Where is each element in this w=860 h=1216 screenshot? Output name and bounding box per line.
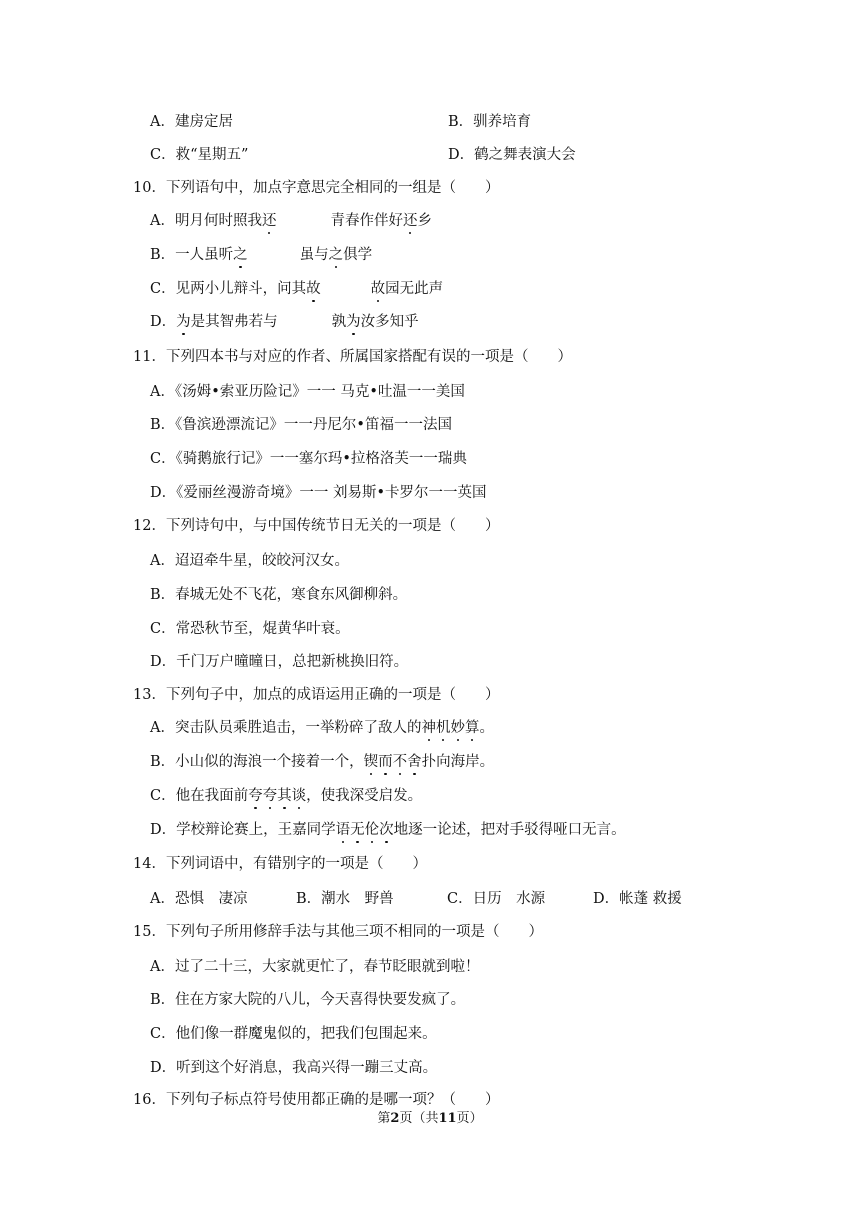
q13-option-b: B．小山似的海浪一个接着一个，锲而不舍扑向海岸。 <box>150 754 495 770</box>
q15-option-b: B．住在方家大院的八儿，今天喜得快要发疯了。 <box>150 992 466 1008</box>
page-number: 2 <box>390 1111 400 1126</box>
page-total: 11 <box>438 1111 457 1126</box>
dotted-char: 故 <box>306 281 321 297</box>
dotted-char: 谈 <box>291 788 307 804</box>
dotted-char: 无 <box>350 822 365 838</box>
q12-option-a: A．迢迢牵牛星，皎皎河汉女。 <box>150 553 349 569</box>
dotted-char: 为 <box>176 314 191 330</box>
dotted-char: 夸 <box>248 788 263 804</box>
dotted-char: 算 <box>464 720 480 736</box>
dotted-char: 伦 <box>364 822 380 838</box>
dotted-char: 故 <box>370 281 386 297</box>
q14-stem: 14．下列词语中，有错别字的一项是（ ） <box>133 856 427 872</box>
q12-option-b: B．春城无处不飞花，寒食东风御柳斜。 <box>150 587 408 603</box>
q9-option-a: A．建房定居 <box>150 114 233 130</box>
dotted-char: 还 <box>261 213 277 229</box>
dotted-char: 其 <box>277 788 292 804</box>
q11-option-a: A．《汤姆•索亚历险记》一一 马克•吐温一一美国 <box>150 384 465 400</box>
q10-option-a: A．明月何时照我还 青春作伴好还乡 <box>150 213 432 229</box>
q12-stem: 12．下列诗句中，与中国传统节日无关的一项是（ ） <box>133 518 500 534</box>
q13-stem: 13．下列句子中，加点的成语运用正确的一项是（ ） <box>133 687 500 703</box>
q10-option-d: D．为是其智弗若与 孰为汝多知乎 <box>150 314 419 330</box>
dotted-char: 夸 <box>262 788 278 804</box>
q15-option-a: A．过了二十三，大家就更忙了，春节眨眼就到啦！ <box>150 959 480 975</box>
dotted-char: 而 <box>378 754 393 770</box>
dotted-char: 语 <box>335 822 351 838</box>
q10-stem: 10．下列语句中，加点字意思完全相同的一组是（ ） <box>133 180 500 196</box>
q10-option-c: C．见两小儿辩斗，问其故 故园无此声 <box>150 281 444 297</box>
q11-option-d: D．《爱丽丝漫游奇境》一一 刘易斯•卡罗尔一一英国 <box>150 485 487 501</box>
q10-option-b: B．一人虽听之 虽与之俱学 <box>150 247 373 263</box>
dotted-char: 机 <box>435 720 451 736</box>
q9-option-d: D．鹤之舞表演大会 <box>448 147 576 163</box>
q11-option-c: C．《骑鹅旅行记》一一塞尔玛•拉格洛芙一一瑞典 <box>150 451 467 467</box>
q14-option-c: C．日历 水源 <box>447 891 546 907</box>
dotted-char: 为 <box>346 314 361 330</box>
q15-stem: 15．下列句子所用修辞手法与其他三项不相同的一项是（ ） <box>133 924 543 940</box>
q14-option-b: B．潮水 野兽 <box>296 891 394 907</box>
q11-stem: 11．下列四本书与对应的作者、所属国家搭配有误的一项是（ ） <box>133 349 572 365</box>
dotted-char: 神 <box>421 720 436 736</box>
dotted-char: 之 <box>233 247 248 263</box>
dotted-char: 还 <box>402 213 418 229</box>
q14-option-a: A．恐惧 凄凉 <box>150 891 248 907</box>
dotted-char: 次 <box>379 822 394 838</box>
dotted-char: 锲 <box>363 754 379 770</box>
q16-stem: 16．下列句子标点符号使用都正确的是哪一项？（ ） <box>133 1092 500 1108</box>
q11-option-b: B．《鲁滨逊漂流记》一一丹尼尔•笛福一一法国 <box>150 417 452 433</box>
dotted-char: 舍 <box>407 754 422 770</box>
dotted-char: 不 <box>392 754 408 770</box>
q15-option-d: D．听到这个好消息，我高兴得一蹦三丈高。 <box>150 1060 438 1076</box>
q13-option-c: C．他在我面前夸夸其谈，使我深受启发。 <box>150 788 423 804</box>
q14-option-d: D．帐蓬 救援 <box>593 891 682 907</box>
q13-option-d: D．学校辩论赛上，王嘉同学语无伦次地逐一论述，把对手驳得哑口无言。 <box>150 822 626 838</box>
q15-option-c: C．他们像一群魔鬼似的，把我们包围起来。 <box>150 1026 437 1042</box>
dotted-char: 妙 <box>450 720 465 736</box>
q12-option-c: C．常恐秋节至，焜黄华叶衰。 <box>150 621 350 637</box>
q9-option-b: B．驯养培育 <box>448 114 532 130</box>
page-footer: 第2页（共11页） <box>377 1111 483 1126</box>
q13-option-a: A．突击队员乘胜追击，一举粉碎了敌人的神机妙算。 <box>150 720 494 736</box>
dotted-char: 之 <box>328 247 344 263</box>
q9-option-c: C．救“星期五” <box>150 147 249 163</box>
q12-option-d: D．千门万户曈曈日，总把新桃换旧符。 <box>150 654 409 670</box>
